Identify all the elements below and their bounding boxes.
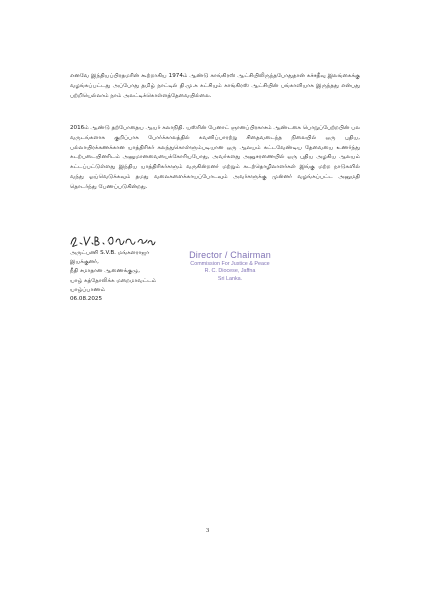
- signature-date: 06.08.2025: [70, 296, 103, 303]
- body-paragraph: 2016ம் ஆண்டு தற்போதைய ஆயர் கலாநிதி. யஸ்ரின் பேனாட் ஞானப்பிரகாசம் ஆண்டகை பொறுப்பேற்றபின் பல வருடங்களாக குறிப்பாக போர்க்காலத்தில் கவனிப்பாரற்று சிதைவடைந்த நிலையில் ஒரு புதிய, பல்லாயிரக்கணக்கான யாத்திரிகர் கலந்துகொள்ளும்படியான ஒரு ஆலயம் கட்டவேண்டிய தேவையை உணர்ந்து கடற்படையினரிடம் அனுமானவையைக்கோரியபோது, அவர்களது அனுசரணையில் ஒரு புதிய அழகிய ஆலயம் கட்டப்பட்டுள்ளது இந்திய யாத்திரிகர்களும் வருகின்றனர் மற்றும் கடற்தொழிலாளர்கள் இங்கு மற்ற நாடுகளில் வந்து ஓய்வெடுக்கவும் தமது வலைகளைக்காயப்போடவும் அவர்களுக்கு முன்னர் வழங்கப்பட்ட அனுமதி தொடர்ந்து பேணப்படுகின்றது.: [70, 125, 360, 190]
- stamp-title: Director / Chairman: [189, 250, 271, 260]
- stamp-line: Commission For Justice & Peace: [190, 261, 270, 267]
- body-paragraph: எனவே இந்தியப்பிரதமரின் கூற்றாகிய 1974ம் ஆண்டு காங்கிரஸ் ஆட்சியிலிருந்தபோதுதான் கச்சதீவு இலங்கைக்கு வழங்கப்பட்டது அப்போது தமிழ் நாட்டில் தி.மு.க கட்சியும் காங்கிரஸ் ஆட்சியின் பங்காளியாக இருந்தது என்பது பற்றியெல்லாம் நாம் அலட்டிக்கொள்ளத்தேவையில்லை.: [70, 73, 360, 99]
- signatory-name: அருட்பணி S.V.B. மங்களராஜா: [70, 250, 150, 256]
- signatory-city: யாழ்ப்பாணம்: [70, 286, 106, 293]
- signatory-organization: நீதி சமாதான ஆணைக்குழு,: [70, 268, 140, 275]
- stamp-line: Sri Lanka.: [217, 275, 243, 282]
- signature-block: [70, 249, 156, 304]
- official-stamp: [170, 250, 290, 283]
- signatory-title: இயக்குனர்,: [70, 259, 99, 266]
- page-number: 3: [206, 527, 210, 534]
- handwritten-signature-image: [68, 233, 158, 249]
- stamp-line: R. C. Diocese, Jaffna: [204, 268, 256, 275]
- signatory-diocese: யாழ் கத்தோலிக்க மறைமாவட்டம்: [70, 277, 157, 284]
